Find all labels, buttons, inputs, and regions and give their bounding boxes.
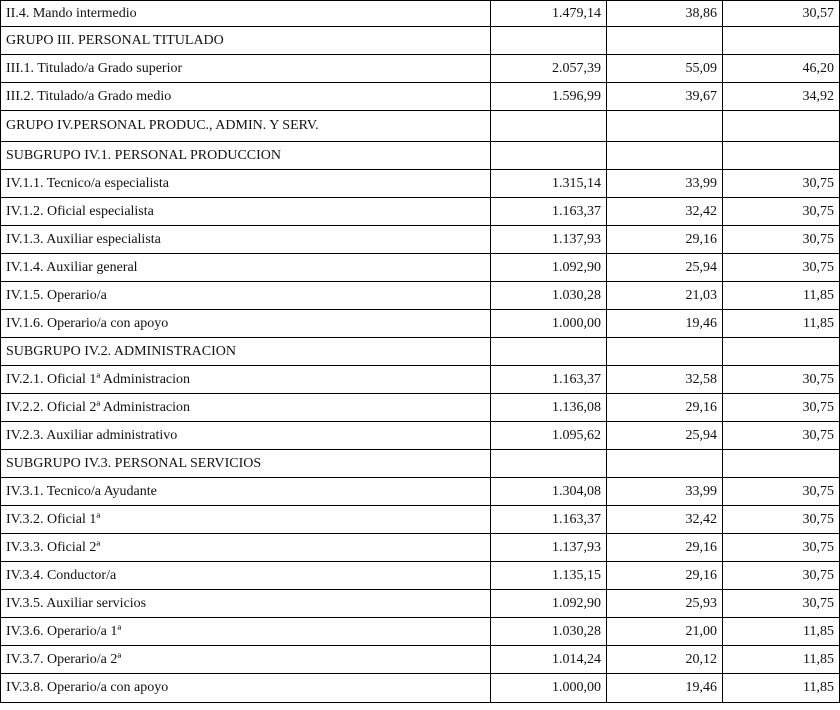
value-cell-3: 30,75 [723,198,840,226]
group-title: GRUPO III. PERSONAL TITULADO [1,27,491,55]
value-cell-3: 30,75 [723,394,840,422]
value-cell-3: 30,75 [723,562,840,590]
value-cell-1: 1.000,00 [491,674,607,703]
value-cell-2: 19,46 [607,674,723,703]
value-cell-3: 30,75 [723,590,840,618]
group-title: SUBGRUPO IV.3. PERSONAL SERVICIOS [1,450,491,478]
value-cell-1: 1.092,90 [491,590,607,618]
table-row [1,1,840,27]
value-cell-1 [491,142,607,170]
category-name: II.4. Mando intermedio [1,1,491,27]
value-cell-2: 29,16 [607,394,723,422]
table-row [1,366,840,394]
value-cell-3 [723,142,840,170]
value-cell-2: 29,16 [607,562,723,590]
value-cell-3: 30,75 [723,478,840,506]
value-cell-2: 21,00 [607,618,723,646]
value-cell-2 [607,338,723,366]
value-cell-1 [491,27,607,55]
value-cell-2: 33,99 [607,170,723,198]
value-cell-3: 34,92 [723,83,840,111]
category-name: IV.3.7. Operario/a 2ª [1,646,491,674]
group-title: SUBGRUPO IV.1. PERSONAL PRODUCCION [1,142,491,170]
table-row [1,282,840,310]
table-row [1,310,840,338]
value-cell-2: 32,58 [607,366,723,394]
value-cell-1: 1.092,90 [491,254,607,282]
value-cell-1: 2.057,39 [491,55,607,83]
value-cell-1: 1.479,14 [491,1,607,27]
value-cell-1: 1.315,14 [491,170,607,198]
value-cell-1: 1.163,37 [491,198,607,226]
table-row [1,590,840,618]
value-cell-3 [723,27,840,55]
group-header-row [1,142,840,170]
value-cell-1: 1.095,62 [491,422,607,450]
value-cell-1: 1.014,24 [491,646,607,674]
value-cell-2 [607,450,723,478]
value-cell-2: 55,09 [607,55,723,83]
category-name: IV.2.1. Oficial 1ª Administracion [1,366,491,394]
table-row [1,422,840,450]
value-cell-3: 30,75 [723,366,840,394]
category-name: IV.1.5. Operario/a [1,282,491,310]
table-row [1,618,840,646]
table-row [1,170,840,198]
category-name: IV.3.8. Operario/a con apoyo [1,674,491,703]
value-cell-3: 30,75 [723,254,840,282]
table-body [1,1,840,703]
value-cell-3: 30,75 [723,226,840,254]
value-cell-1: 1.596,99 [491,83,607,111]
value-cell-2 [607,27,723,55]
value-cell-2: 25,93 [607,590,723,618]
category-name: IV.1.4. Auxiliar general [1,254,491,282]
value-cell-3 [723,450,840,478]
value-cell-1 [491,111,607,142]
value-cell-2: 32,42 [607,198,723,226]
value-cell-3: 46,20 [723,55,840,83]
table-row [1,83,840,111]
value-cell-2: 39,67 [607,83,723,111]
value-cell-1: 1.000,00 [491,310,607,338]
category-name: IV.3.3. Oficial 2ª [1,534,491,562]
value-cell-1: 1.163,37 [491,506,607,534]
value-cell-2: 29,16 [607,534,723,562]
value-cell-2: 32,42 [607,506,723,534]
category-name: IV.2.2. Oficial 2ª Administracion [1,394,491,422]
value-cell-1 [491,338,607,366]
value-cell-3 [723,338,840,366]
value-cell-1 [491,450,607,478]
table-row [1,646,840,674]
value-cell-3: 11,85 [723,310,840,338]
category-name: IV.3.2. Oficial 1ª [1,506,491,534]
value-cell-2: 20,12 [607,646,723,674]
table-row [1,226,840,254]
value-cell-3: 30,75 [723,422,840,450]
category-name: IV.3.5. Auxiliar servicios [1,590,491,618]
value-cell-1: 1.163,37 [491,366,607,394]
value-cell-2: 33,99 [607,478,723,506]
value-cell-2: 29,16 [607,226,723,254]
table-row [1,674,840,703]
category-name: IV.3.1. Tecnico/a Ayudante [1,478,491,506]
category-name: IV.1.1. Tecnico/a especialista [1,170,491,198]
table-row [1,534,840,562]
table-row [1,198,840,226]
group-title: SUBGRUPO IV.2. ADMINISTRACION [1,338,491,366]
value-cell-1: 1.304,08 [491,478,607,506]
table-row [1,478,840,506]
value-cell-2: 25,94 [607,422,723,450]
value-cell-2: 25,94 [607,254,723,282]
value-cell-1: 1.030,28 [491,282,607,310]
category-name: IV.3.6. Operario/a 1ª [1,618,491,646]
group-header-row [1,338,840,366]
value-cell-2: 21,03 [607,282,723,310]
table-row [1,562,840,590]
value-cell-2: 19,46 [607,310,723,338]
table-row [1,254,840,282]
category-name: III.2. Titulado/a Grado medio [1,83,491,111]
group-title: GRUPO IV.PERSONAL PRODUC., ADMIN. Y SERV. [1,111,491,142]
value-cell-3: 11,85 [723,646,840,674]
value-cell-1: 1.136,08 [491,394,607,422]
value-cell-3: 30,57 [723,1,840,27]
value-cell-2: 38,86 [607,1,723,27]
value-cell-2 [607,111,723,142]
value-cell-1: 1.030,28 [491,618,607,646]
table-row [1,506,840,534]
value-cell-3: 30,75 [723,170,840,198]
category-name: IV.1.3. Auxiliar especialista [1,226,491,254]
group-header-row [1,450,840,478]
value-cell-3: 11,85 [723,618,840,646]
value-cell-1: 1.137,93 [491,534,607,562]
category-name: IV.3.4. Conductor/a [1,562,491,590]
value-cell-3: 30,75 [723,506,840,534]
value-cell-3 [723,111,840,142]
category-name: IV.1.2. Oficial especialista [1,198,491,226]
value-cell-3: 11,85 [723,674,840,703]
category-name: IV.1.6. Operario/a con apoyo [1,310,491,338]
category-name: III.1. Titulado/a Grado superior [1,55,491,83]
table-row [1,394,840,422]
value-cell-3: 11,85 [723,282,840,310]
category-name: IV.2.3. Auxiliar administrativo [1,422,491,450]
group-header-row [1,27,840,55]
value-cell-1: 1.135,15 [491,562,607,590]
value-cell-1: 1.137,93 [491,226,607,254]
value-cell-3: 30,75 [723,534,840,562]
group-header-row [1,111,840,142]
table-row [1,55,840,83]
value-cell-2 [607,142,723,170]
